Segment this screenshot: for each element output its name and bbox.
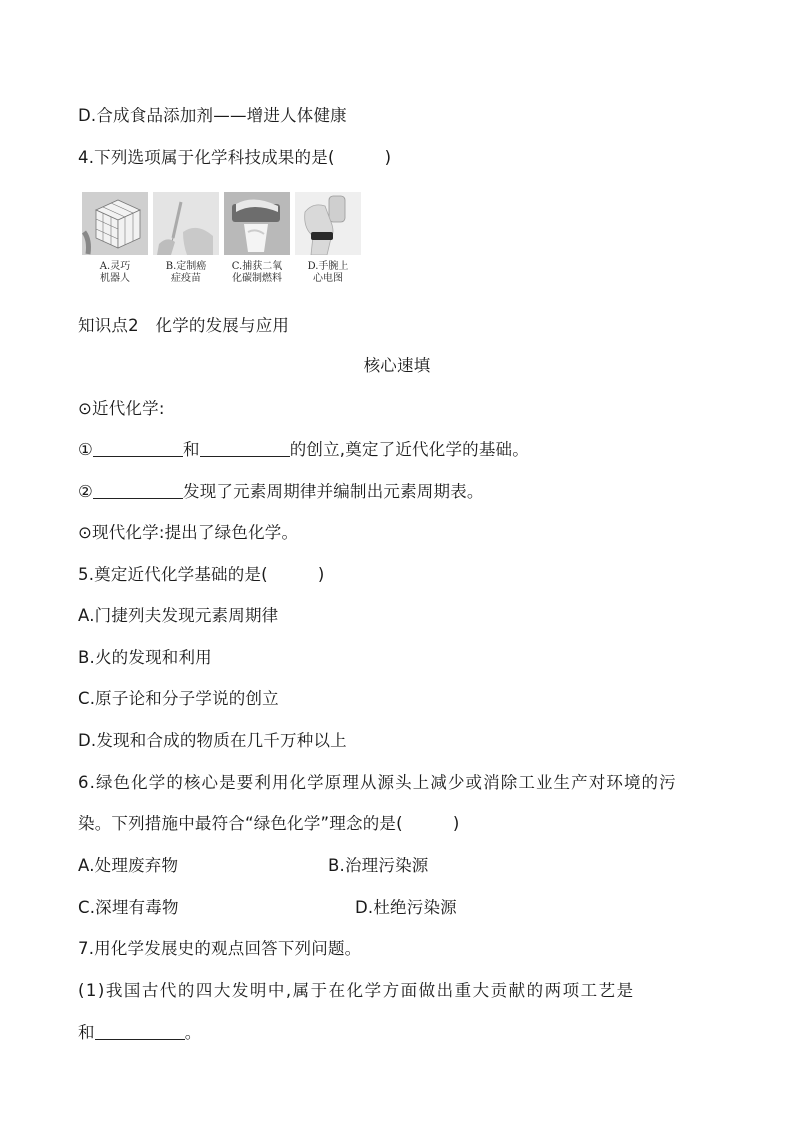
question-5-option-c: C.原子论和分子学说的创立 [78,689,279,708]
figure-item-a [82,192,148,285]
option-d-food-additive: D.合成食品添加剂——增进人体健康 [78,106,347,125]
current-chemistry-line: ⊙现代化学:提出了绿色化学。 [78,523,299,542]
question-6-option-b: B.治理污染源 [328,856,429,875]
question-6-option-c: C.深埋有毒物 [78,898,179,917]
caption-d-line1: D.手腕上 [307,261,349,272]
knowledge-point-2-heading: 知识点2 化学的发展与应用 [78,316,290,335]
question-5-option-b: B.火的发现和利用 [78,648,212,667]
figure-item-b [153,192,219,285]
question-5: 5.奠定近代化学基础的是( ) [78,565,325,584]
caption-b-line1: B.定制癌 [165,261,207,272]
question-7-part-1: (1)我国古代的四大发明中,属于在化学方面做出重大贡献的两项工艺是 [78,981,635,1000]
question-4-figure [82,192,362,292]
fill-item-2-text: 发现了元素周期律并编制出元素周期表。 [183,482,484,501]
question-5-option-a: A.门捷列夫发现元素周期律 [78,606,279,625]
question-6-line-2: 染。下列措施中最符合“绿色化学”理念的是( ) [78,814,460,833]
question-6-option-d: D.杜绝污染源 [355,898,457,917]
fill-item-1-and: 和 [183,440,200,459]
caption-a-line2: 机器人 [100,273,130,284]
answer-blank[interactable] [93,440,183,457]
question-5-option-d: D.发现和合成的物质在几千万种以上 [78,731,347,750]
fill-item-2 [78,481,484,503]
caption-b-line2: 症疫苗 [171,273,201,284]
answer-blank[interactable] [93,482,183,499]
figure-item-d [295,192,361,285]
question-7: 7.用化学发展史的观点回答下列问题。 [78,939,362,958]
core-fill-heading: 核心速填 [363,356,431,375]
wrist-ecg-image [295,192,361,255]
question-4: 4.下列选项属于化学科技成果的是( ) [78,148,392,167]
fill-item-1 [78,439,529,461]
co2-capture-image [224,192,290,255]
robot-cube-image [82,192,148,255]
question-6-line-1: 6.绿色化学的核心是要利用化学原理从源头上减少或消除工业生产对环境的污 [78,773,677,792]
vaccine-syringe-image [153,192,219,255]
question-6-option-a: A.处理废弃物 [78,856,179,875]
answer-blank[interactable] [200,440,290,457]
caption-c-line2: 化碳制燃料 [232,273,282,284]
fill-item-1-number: ① [78,440,93,459]
caption-c-line1: C.捕获二氧 [231,261,283,272]
fill-item-2-number: ② [78,482,93,501]
fill-item-1-text: 的创立,奠定了近代化学的基础。 [289,440,529,459]
question-7-period: 。 [184,1023,202,1042]
question-7-part-1-continued [78,1022,201,1044]
modern-chemistry-heading: ⊙近代化学: [78,399,165,418]
figure-item-c [224,192,290,285]
answer-blank[interactable] [95,1023,185,1040]
question-7-and: 和 [78,1023,95,1042]
caption-d-line2: 心电图 [313,273,343,284]
caption-a-line1: A.灵巧 [99,261,131,272]
